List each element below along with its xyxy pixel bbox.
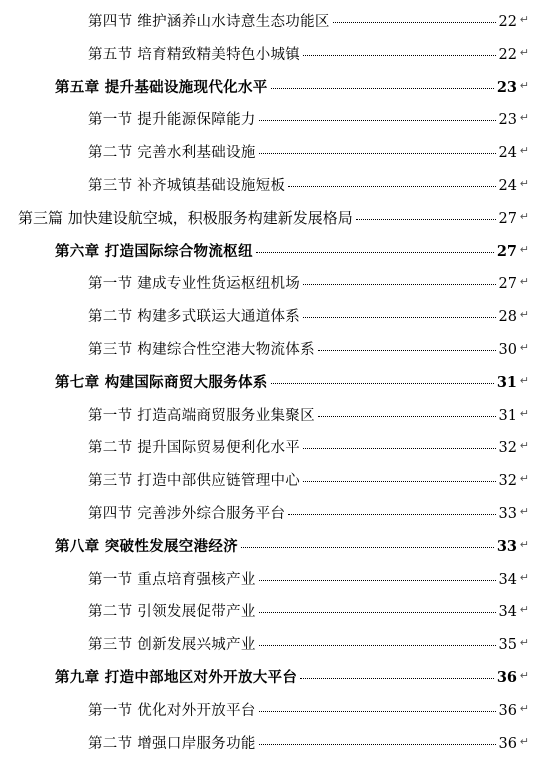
toc-page-number: 36 — [496, 669, 517, 686]
toc-entry — [88, 699, 517, 720]
toc-entry-title: 第五节 培育精致精美特色小城镇 — [88, 46, 301, 63]
dot-leader — [256, 252, 494, 253]
toc-entry — [55, 76, 517, 97]
paragraph-mark-icon: ↵ — [519, 603, 529, 617]
toc-entry — [88, 600, 517, 621]
dot-leader — [303, 284, 495, 285]
toc-section-row[interactable] — [0, 726, 557, 758]
toc-chapter-row[interactable] — [0, 660, 557, 692]
toc-entry-title: 第二节 构建多式联运大通道体系 — [88, 309, 301, 326]
paragraph-mark-icon: ↵ — [519, 505, 529, 518]
dot-leader — [259, 580, 496, 581]
toc-section-row[interactable] — [0, 37, 557, 69]
toc-entry — [88, 469, 517, 490]
toc-entry-title: 第三节 构建综合性空港大物流体系 — [88, 342, 315, 358]
paragraph-mark-icon: ↵ — [519, 373, 529, 387]
dot-leader — [271, 383, 494, 384]
toc-section-row[interactable] — [0, 168, 557, 200]
toc-page-number: 34 — [498, 571, 517, 588]
toc-chapter-row[interactable] — [0, 234, 557, 266]
toc-page-number: 23 — [498, 112, 517, 129]
dot-leader — [303, 55, 495, 56]
paragraph-mark-icon: ↵ — [519, 636, 529, 650]
toc-page-number: 33 — [498, 506, 517, 522]
paragraph-mark-icon: ↵ — [519, 111, 529, 125]
dot-leader — [259, 612, 496, 613]
toc-entry — [88, 141, 517, 162]
toc-section-row[interactable] — [0, 102, 557, 134]
toc-entry-title: 第二节 引领发展促带产业 — [88, 604, 256, 621]
toc-page-number: 36 — [498, 702, 517, 719]
toc-entry-title: 第一节 打造高端商贸服务业集聚区 — [88, 407, 315, 424]
toc-section-row[interactable] — [0, 693, 557, 725]
toc-entry — [88, 732, 517, 753]
toc-page-number: 22 — [498, 14, 517, 30]
toc-page-number: 32 — [498, 473, 517, 490]
paragraph-mark-icon: ↵ — [519, 406, 529, 420]
paragraph-mark-icon: ↵ — [519, 78, 529, 92]
toc-page-number: 35 — [498, 637, 517, 654]
toc-entry — [88, 633, 517, 654]
toc-entry-title: 第六章 打造国际综合物流枢纽 — [55, 242, 253, 260]
paragraph-mark-icon: ↵ — [519, 144, 529, 158]
toc-page-number: 36 — [498, 735, 517, 752]
toc-entry — [88, 568, 517, 589]
toc-entry — [55, 371, 517, 392]
toc-entry-title: 第三节 打造中部供应链管理中心 — [88, 473, 301, 490]
toc-entry-title: 第三篇 加快建设航空城，积极服务构建新发展格局 — [18, 208, 353, 227]
paragraph-mark-icon: ↵ — [519, 439, 529, 453]
dot-leader — [318, 350, 496, 351]
paragraph-mark-icon: ↵ — [519, 669, 529, 682]
toc-entry-title: 第一节 提升能源保障能力 — [88, 112, 256, 129]
toc-entry-title: 第一节 重点培育强核产业 — [88, 571, 256, 588]
toc-entry — [88, 272, 517, 293]
toc-entry — [88, 404, 517, 425]
toc-page-number: 24 — [498, 145, 517, 162]
paragraph-mark-icon: ↵ — [519, 701, 529, 715]
toc-section-row[interactable] — [0, 266, 557, 298]
toc-entry — [88, 502, 517, 523]
toc-page-number: 30 — [498, 342, 517, 358]
paragraph-mark-icon: ↵ — [519, 472, 529, 486]
paragraph-mark-icon: ↵ — [519, 275, 529, 289]
toc-entry-title: 第三节 创新发展兴城产业 — [88, 637, 256, 654]
toc-section-row[interactable] — [0, 4, 557, 36]
toc-section-row[interactable] — [0, 463, 557, 495]
dot-leader — [271, 88, 494, 89]
toc-entry-title: 第二节 增强口岸服务功能 — [88, 735, 256, 752]
toc-entry-title: 第二节 提升国际贸易便利化水平 — [88, 440, 301, 457]
toc-section-row[interactable] — [0, 562, 557, 594]
toc-entry — [88, 10, 517, 31]
dot-leader — [288, 514, 495, 515]
paragraph-mark-icon: ↵ — [519, 537, 529, 551]
dot-leader — [303, 481, 495, 482]
toc-entry — [55, 666, 517, 687]
paragraph-mark-icon: ↵ — [519, 242, 529, 256]
toc-page-number: 33 — [496, 537, 517, 555]
dot-leader — [259, 711, 496, 712]
toc-entry-title: 第二节 完善水利基础设施 — [88, 145, 256, 162]
toc-entry — [18, 207, 517, 228]
toc-section-row[interactable] — [0, 627, 557, 659]
paragraph-mark-icon: ↵ — [519, 13, 529, 26]
dot-leader — [300, 678, 494, 679]
toc-entry-title: 第一节 优化对外开放平台 — [88, 702, 256, 719]
dot-leader — [259, 120, 496, 121]
toc-entry — [88, 436, 517, 457]
paragraph-mark-icon: ↵ — [519, 308, 529, 322]
toc-entry-title: 第四节 维护涵养山水诗意生态功能区 — [88, 14, 330, 30]
dot-leader — [259, 645, 496, 646]
toc-entry — [55, 535, 517, 556]
toc-entry-title: 第八章 突破性发展空港经济 — [55, 537, 238, 555]
toc-page-number: 32 — [498, 440, 517, 457]
paragraph-mark-icon: ↵ — [519, 341, 529, 354]
toc-section-row[interactable] — [0, 299, 557, 331]
toc-chapter-row[interactable] — [0, 365, 557, 397]
toc-chapter-row[interactable] — [0, 529, 557, 561]
dot-leader — [333, 22, 496, 23]
paragraph-mark-icon: ↵ — [519, 45, 529, 59]
toc-entry — [88, 174, 517, 195]
toc-page-number: 27 — [496, 242, 517, 260]
toc-entry-title: 第九章 打造中部地区对外开放大平台 — [55, 669, 298, 686]
toc-page-number: 28 — [498, 309, 517, 326]
toc-entry — [55, 240, 517, 261]
toc-part-row[interactable] — [0, 201, 557, 233]
toc-entry — [88, 108, 517, 129]
dot-leader — [318, 416, 496, 417]
toc-entry-title: 第三节 补齐城镇基础设施短板 — [88, 178, 286, 194]
toc-page-number: 23 — [496, 78, 517, 96]
toc-section-row[interactable] — [0, 398, 557, 430]
paragraph-mark-icon: ↵ — [519, 177, 529, 190]
toc-entry — [88, 338, 517, 359]
toc-chapter-row[interactable] — [0, 70, 557, 102]
toc-page-number: 27 — [498, 276, 517, 293]
paragraph-mark-icon: ↵ — [519, 734, 529, 748]
toc-section-row[interactable] — [0, 430, 557, 462]
toc-page-number: 24 — [498, 178, 517, 194]
toc-entry — [88, 305, 517, 326]
dot-leader — [288, 186, 495, 187]
toc-section-row[interactable] — [0, 332, 557, 364]
toc-entry-title: 第一节 建成专业性货运枢纽机场 — [88, 276, 301, 293]
toc-section-row[interactable] — [0, 496, 557, 528]
toc-section-row[interactable] — [0, 135, 557, 167]
dot-leader — [356, 219, 496, 220]
toc-entry-title: 第七章 构建国际商贸大服务体系 — [55, 373, 268, 391]
toc-section-row[interactable] — [0, 594, 557, 626]
paragraph-mark-icon: ↵ — [519, 570, 529, 584]
dot-leader — [259, 153, 496, 154]
dot-leader — [259, 744, 496, 745]
toc-entry-title: 第五章 提升基础设施现代化水平 — [55, 78, 268, 96]
dot-leader — [303, 448, 495, 449]
toc-page-number: 31 — [498, 407, 517, 424]
toc-page-number: 22 — [498, 46, 517, 63]
toc-page-number: 34 — [498, 604, 517, 621]
toc-page-number: 31 — [496, 373, 517, 391]
dot-leader — [241, 547, 494, 548]
toc-entry — [88, 43, 517, 64]
dot-leader — [303, 317, 495, 318]
toc-page-number: 27 — [498, 210, 517, 227]
toc-entry-title: 第四节 完善涉外综合服务平台 — [88, 506, 286, 522]
paragraph-mark-icon: ↵ — [519, 209, 529, 223]
